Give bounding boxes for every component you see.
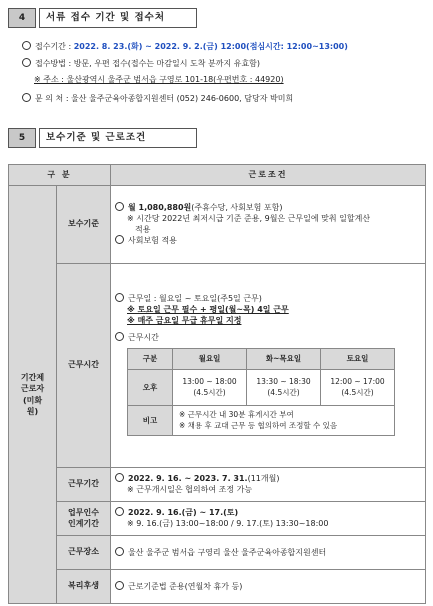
period-line: 접수기간 : 2022. 8. 23.(화) ~ 2022. 9. 2.(금) 12:00(점심시간: 12:00~13:00)	[22, 41, 348, 53]
section-number: 5	[8, 128, 36, 148]
section-title: 서류 접수 기간 및 접수처	[39, 8, 197, 28]
row-label-pay: 보수기준	[57, 186, 111, 264]
section-5-header	[8, 128, 197, 148]
hours-row-afternoon: 오후 13:00 ~ 18:00 (4.5시간) 13:30 ~ 18:30 (4.5시간) 12:00 ~ 17:00 (4.5시간)	[128, 370, 395, 406]
row-label-welfare: 복리후생	[57, 570, 111, 604]
method-value: 방문, 우편 접수(접수는 마감일시 도착 분까지 유효함)	[73, 59, 261, 68]
circle-bullet-icon	[22, 41, 31, 50]
period-cell: 2022. 9. 16. ~ 2023. 7. 31.(11개월) ※ 근무개시일은 협의하여 조정 가능	[111, 468, 426, 502]
circle-bullet-icon	[115, 235, 124, 244]
period-value: 2022. 8. 23.(화) ~ 2022. 9. 2.(금) 12:00(점심시간: 12:00~13:00)	[73, 42, 348, 51]
circle-bullet-icon	[22, 93, 31, 102]
header-category: 구 분	[9, 165, 111, 186]
hours-table	[127, 348, 395, 436]
circle-bullet-icon	[22, 58, 31, 67]
conditions-table	[8, 164, 426, 604]
circle-bullet-icon	[115, 507, 124, 516]
circle-bullet-icon	[115, 332, 124, 341]
hours-cell: 근무일 : 월요일 ~ 토요일(주5일 근무) ※ 토요일 근무 필수 + 평일(월~목) 4일 근무 ※ 매주 금요일 무급 휴무일 지정 근무시간 구분 월요일 화~목요일 토요일 오후 13:00 ~ 18:00 (4.5시간) 13:30 ~ 18:30 (4.5시간) 12:00 ~ 17:00 (4.5시간) 비고 ※ 근무시간 내 30분 휴게시간 부여 ※ 채용 후 교대 근무 등 협의하여 조정할 수 있음	[111, 264, 426, 468]
welfare-cell: 근로기준법 준용(연월차 휴가 등)	[111, 570, 426, 604]
row-label-hours: 근무시간	[57, 264, 111, 468]
address-line: ※ 주소 : 울산광역시 울주군 범서읍 구영로 101-18(우편번호 : 44920)	[34, 75, 284, 84]
table-row	[9, 536, 426, 570]
section-number: 4	[8, 8, 36, 28]
circle-bullet-icon	[115, 581, 124, 590]
table-row	[9, 570, 426, 604]
handover-cell: 2022. 9. 16.(금) ~ 17.(토) ※ 9. 16.(금) 13:00~18:00 / 9. 17.(토) 13:30~18:00	[111, 502, 426, 536]
circle-bullet-icon	[115, 293, 124, 302]
row-label-handover: 업무인수 인계기간	[57, 502, 111, 536]
hours-row-remark: 비고 ※ 근무시간 내 30분 휴게시간 부여 ※ 채용 후 교대 근무 등 협의하여 조정할 수 있음	[128, 406, 395, 436]
circle-bullet-icon	[115, 473, 124, 482]
table-row	[9, 468, 426, 502]
hours-header-row: 구분 월요일 화~목요일 토요일	[128, 349, 395, 370]
circle-bullet-icon	[115, 547, 124, 556]
row-label-place: 근무장소	[57, 536, 111, 570]
inquiry-line: 문 의 처 : 울산 울주군육아종합지원센터 (052) 246-0600, 담당자 박미희	[22, 93, 293, 105]
pay-cell: 월 1,080,880원(주휴수당, 사회보험 포함) ※ 시간당 2022년 최저시급 기준 준용, 9월은 근무일에 맞춰 일할계산 적용 사회보험 적용	[111, 186, 426, 264]
table-row	[9, 502, 426, 536]
group-label: 기간제 근로자 (미화원)	[9, 186, 57, 604]
table-row	[9, 264, 426, 468]
section-title: 보수기준 및 근로조건	[39, 128, 197, 148]
method-line: 접수방법 : 방문, 우편 접수(접수는 마감일시 도착 분까지 유효함)	[22, 58, 260, 70]
table-header-row	[9, 165, 426, 186]
circle-bullet-icon	[115, 202, 124, 211]
place-cell: 울산 울주군 범서읍 구영리 울산 울주군육아종합지원센터	[111, 536, 426, 570]
row-label-period: 근무기간	[57, 468, 111, 502]
section-4-header	[8, 8, 197, 28]
table-row	[9, 186, 426, 264]
header-conditions: 근로조건	[111, 165, 426, 186]
